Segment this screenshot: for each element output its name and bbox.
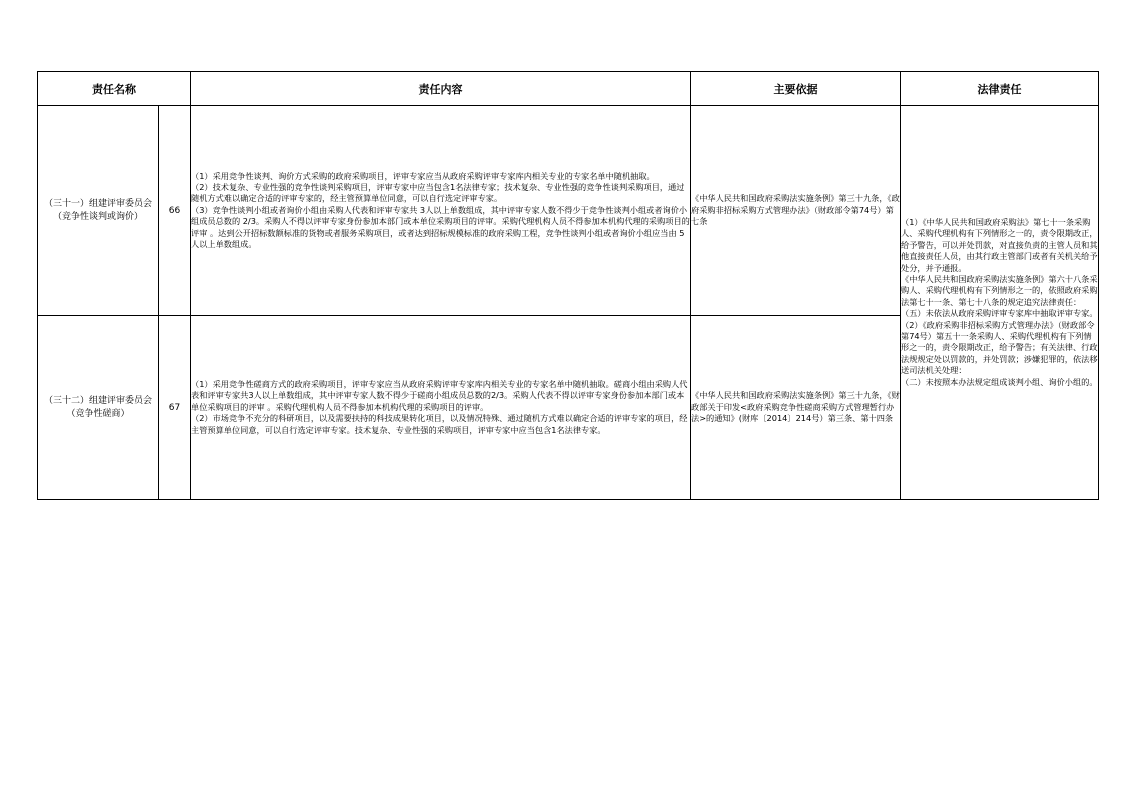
legal-paragraph: （2）《政府采购非招标采购方式管理办法》（财政部令第74号）第五十一条采购人、采购代理机构有下列情形之一的，责令限期改正，给予警告；有关法律、行政法规规定处以罚款的，并处罚款；涉嫌犯罪的，依法移送司法机关处理： [901, 319, 1098, 376]
legal-paragraph: （二）未按照本办法规定组成谈判小组、询价小组的。 [901, 376, 1098, 387]
header-basis: 主要依据 [691, 72, 901, 106]
header-name: 责任名称 [38, 72, 191, 106]
item-number: 66 [159, 106, 191, 316]
responsibility-content [191, 106, 691, 316]
responsibility-name: （三十一）组建评审委员会（竞争性谈判或询价） [38, 106, 159, 316]
main-basis: 《中华人民共和国政府采购法实施条例》第三十九条，《政府采购非招标采购方式管理办法》（财政部令第74号）第七条 [691, 106, 901, 316]
legal-paragraph: 《中华人民共和国政府采购法实施条例》第六十八条采购人、采购代理机构有下列情形之一的，依照政府采购法第七十一条、第七十八条的规定追究法律责任： [901, 273, 1098, 307]
content-paragraph: （1）采用竞争性磋商方式的政府采购项目，评审专家应当从政府采购评审专家库内相关专业的专家名单中随机抽取。磋商小组由采购人代表和评审专家共3人以上单数组成，其中评审专家人数不得少于磋商小组成员总数的2/3。采购人代表不得以评审专家身份参加本部门或本单位采购项目的评审 。采购代理机构人员不得参加本机构代理的采购项目的评审。 [191, 378, 688, 412]
header-row [38, 72, 1099, 106]
item-number: 67 [159, 316, 191, 500]
legal-paragraph: （五）未依法从政府采购评审专家库中抽取评审专家。 [901, 308, 1098, 319]
responsibility-table [37, 71, 1099, 500]
content-paragraph: （3）竞争性谈判小组或者询价小组由采购人代表和评审专家共 3人以上单数组成，其中评审专家人数不得少于竞争性谈判小组或者询价小组成员总数的 2/3。采购人不得以评审专家身份参加本部门或本单位采购项目的评审。采购代理机构人员不得参加本机构代理的采购项目的评审 。达到公开招标数额标准的货物或者服务采购项目，或者达到招标规模标准的政府采购工程，竞争性谈判小组或者询价小组应当由 5人以上单数组成。 [191, 204, 690, 250]
responsibility-content [191, 316, 691, 500]
header-content: 责任内容 [191, 72, 691, 106]
legal-liability [901, 106, 1099, 500]
content-paragraph: （2）市场竞争不充分的科研项目，以及需要扶持的科技成果转化项目，以及情况特殊、通过随机方式难以确定合适的评审专家的项目，经主管预算单位同意，可以自行选定评审专家。技术复杂、专业性强的采购项目，评审专家中应当包含1名法律专家。 [191, 413, 688, 435]
content-paragraph: （1）采用竞争性谈判、询价方式采购的政府采购项目，评审专家应当从政府采购评审专家库内相关专业的专家名单中随机抽取。 [191, 170, 655, 181]
main-basis: 《中华人民共和国政府采购法实施条例》第三十九条，《财政部关于印发<政府采购竞争性磋商采购方式管理暂行办法>的通知》(财库〔2014〕214号）第三条、第十四条 [691, 316, 901, 500]
legal-paragraph: （1）《中华人民共和国政府采购法》第七十一条采购人、采购代理机构有下列情形之一的，责令限期改正，给予警告，可以并处罚款，对直接负责的主管人员和其他直接责任人员，由其行政主管部门或者有关机关给予处分，并予通报。 [901, 216, 1098, 273]
header-legal: 法律责任 [901, 72, 1099, 106]
responsibility-name: （三十二）组建评审委员会（竞争性磋商） [38, 316, 159, 500]
table-row [38, 106, 1099, 316]
content-paragraph: （2）技术复杂、专业性强的竞争性谈判采购项目，评审专家中应当包含1名法律专家；技术复杂、专业性强的竞争性谈判采购项目，通过随机方式难以确定合适的评审专家的，经主管预算单位同意，可以自行选定评审专家。 [191, 181, 685, 204]
